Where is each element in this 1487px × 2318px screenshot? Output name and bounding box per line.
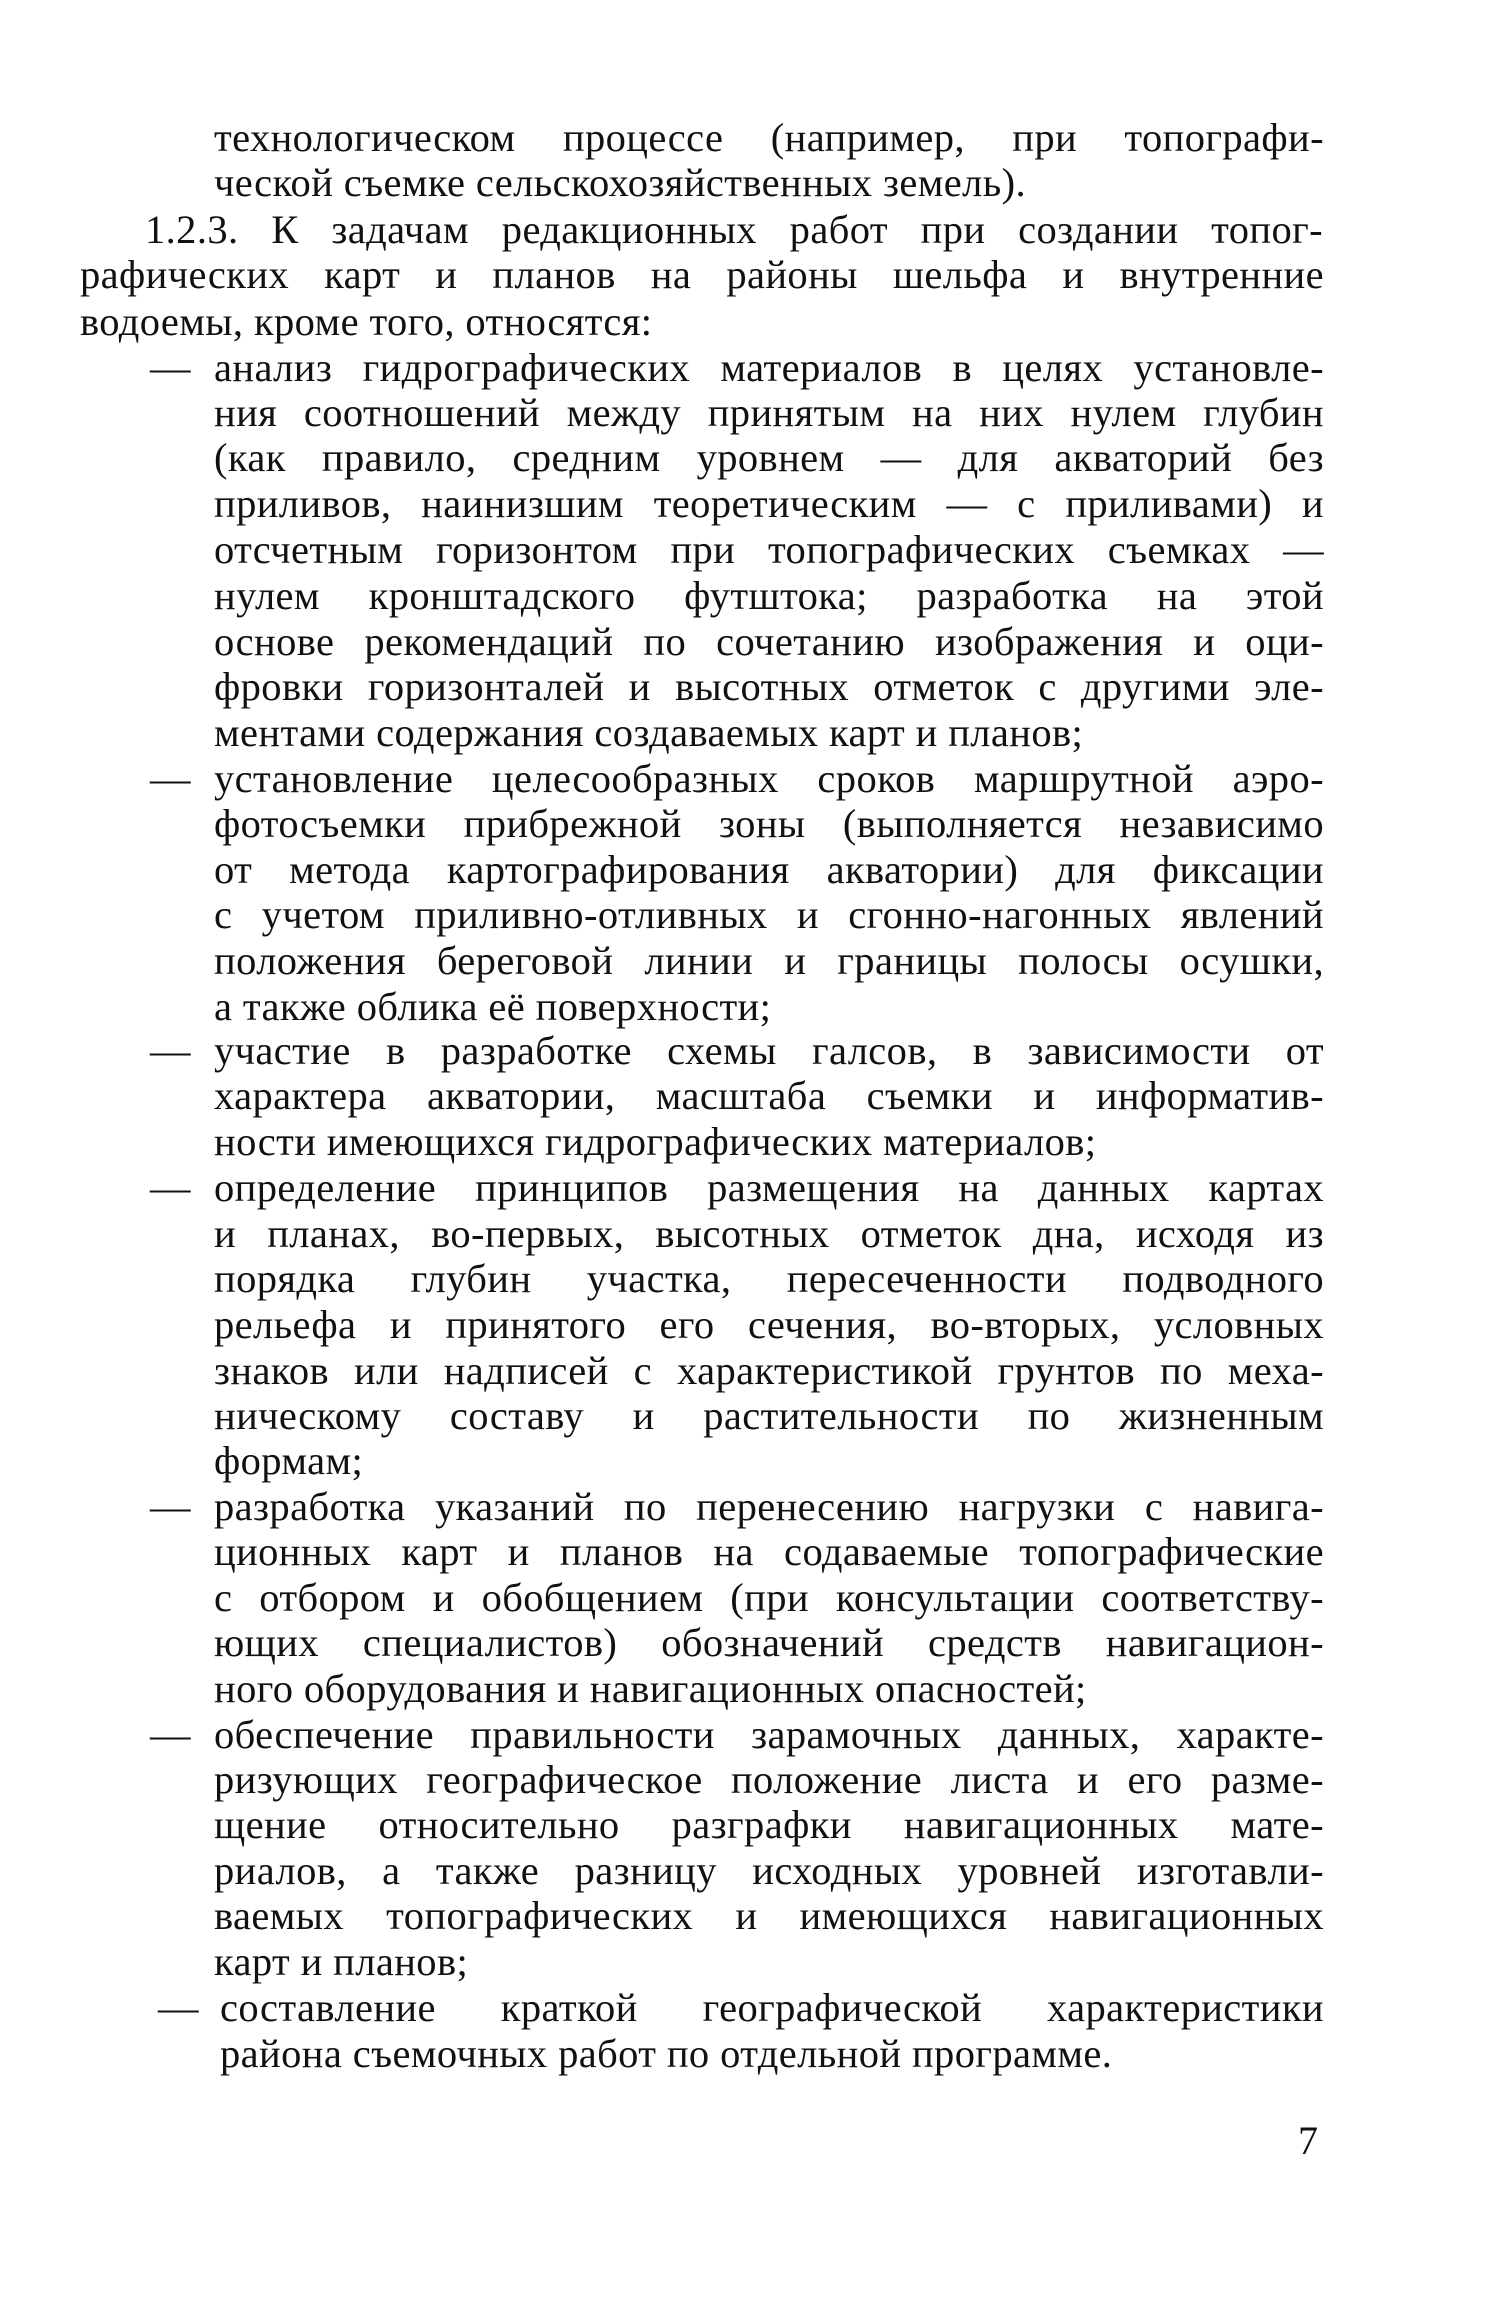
- item-1-line-5: отсчетным горизонтом при топографических съемках —: [214, 527, 1324, 572]
- item-4-line-4: рельефа и принятого его сечения, во-вторых, условных: [214, 1302, 1324, 1347]
- item-5-line-3: с отбором и обобщением (при консультации соответству-: [214, 1575, 1324, 1620]
- item-1-line-6: нулем кронштадского футштока; разработка на этой: [214, 573, 1324, 618]
- item-2-line-4: с учетом приливно-отливных и сгонно-нагонных явлений: [214, 892, 1324, 937]
- item-5-line-2: ционных карт и планов на содаваемые топографические: [214, 1529, 1324, 1574]
- item-7-line-2: района съемочных работ по отдельной программе.: [220, 2031, 1113, 2076]
- item-1-line-4: приливов, наинизшим теоретическим — с приливами) и: [214, 481, 1324, 526]
- item-6-line-5: ваемых топографических и имеющихся навигационных: [214, 1893, 1324, 1938]
- item-1-line-2: ния соотношений между принятым на них нулем глубин: [214, 390, 1324, 435]
- section-line-1: 1.2.3. К задачам редакционных работ при создании топог-: [145, 207, 1323, 252]
- item-4-line-6: ническому составу и растительности по жизненным: [214, 1393, 1324, 1438]
- item-3-line-2: характера акватории, масштаба съемки и информатив-: [214, 1073, 1324, 1118]
- item-1-dash: —: [150, 345, 191, 390]
- section-line-3: водоемы, кроме того, относятся:: [80, 299, 653, 344]
- intro-line-1: технологическом процессе (например, при топографи-: [214, 115, 1324, 160]
- item-2-line-6: а также облика её поверхности;: [214, 984, 772, 1029]
- item-1-line-9: ментами содержания создаваемых карт и планов;: [214, 710, 1084, 755]
- item-1-line-7: основе рекомендаций по сочетанию изображения и оци-: [214, 619, 1324, 664]
- item-6-dash: —: [150, 1712, 191, 1757]
- item-7-dash: —: [158, 1985, 199, 2030]
- item-5-dash: —: [150, 1484, 191, 1529]
- item-4-line-2: и планах, во-первых, высотных отметок дна, исходя из: [214, 1211, 1324, 1256]
- item-3-dash: —: [150, 1028, 191, 1073]
- item-6-line-2: ризующих географическое положение листа и его разме-: [214, 1757, 1324, 1802]
- item-2-line-5: положения береговой линии и границы полосы осушки,: [214, 938, 1324, 983]
- item-5-line-5: ного оборудования и навигационных опасностей;: [214, 1666, 1087, 1711]
- item-6-line-6: карт и планов;: [214, 1939, 469, 1984]
- item-5-line-1: разработка указаний по перенесению нагрузки с навига-: [214, 1484, 1324, 1529]
- item-1-line-1: анализ гидрографических материалов в целях установле-: [214, 345, 1324, 390]
- item-4-dash: —: [150, 1165, 191, 1210]
- item-3-line-1: участие в разработке схемы галсов, в зависимости от: [214, 1028, 1324, 1073]
- item-4-line-1: определение принципов размещения на данных картах: [214, 1165, 1324, 1210]
- item-2-line-2: фотосъемки прибрежной зоны (выполняется независимо: [214, 801, 1324, 846]
- item-6-line-4: риалов, а также разницу исходных уровней изготавли-: [214, 1848, 1324, 1893]
- item-7-line-1: составление краткой географической характеристики: [220, 1985, 1324, 2030]
- intro-line-2: ческой съемке сельскохозяйственных земель).: [214, 160, 1027, 205]
- item-3-line-3: ности имеющихся гидрографических материалов;: [214, 1119, 1097, 1164]
- item-6-line-1: обеспечение правильности зарамочных данных, характе-: [214, 1712, 1324, 1757]
- section-line-2: рафических карт и планов на районы шельфа и внутренние: [80, 252, 1324, 297]
- page-number: 7: [1298, 2118, 1318, 2163]
- item-5-line-4: ющих специалистов) обозначений средств навигацион-: [214, 1620, 1324, 1665]
- item-2-line-3: от метода картографирования акватории) для фиксации: [214, 847, 1324, 892]
- item-4-line-7: формам;: [214, 1438, 364, 1483]
- item-1-line-3: (как правило, средним уровнем — для акваторий без: [214, 435, 1324, 480]
- item-1-line-8: фровки горизонталей и высотных отметок с другими эле-: [214, 664, 1324, 709]
- item-6-line-3: щение относительно разграфки навигационных мате-: [214, 1802, 1324, 1847]
- item-4-line-3: порядка глубин участка, пересеченности подводного: [214, 1256, 1324, 1301]
- item-2-dash: —: [150, 756, 191, 801]
- item-4-line-5: знаков или надписей с характеристикой грунтов по меха-: [214, 1348, 1324, 1393]
- item-2-line-1: установление целесообразных сроков маршрутной аэро-: [214, 756, 1324, 801]
